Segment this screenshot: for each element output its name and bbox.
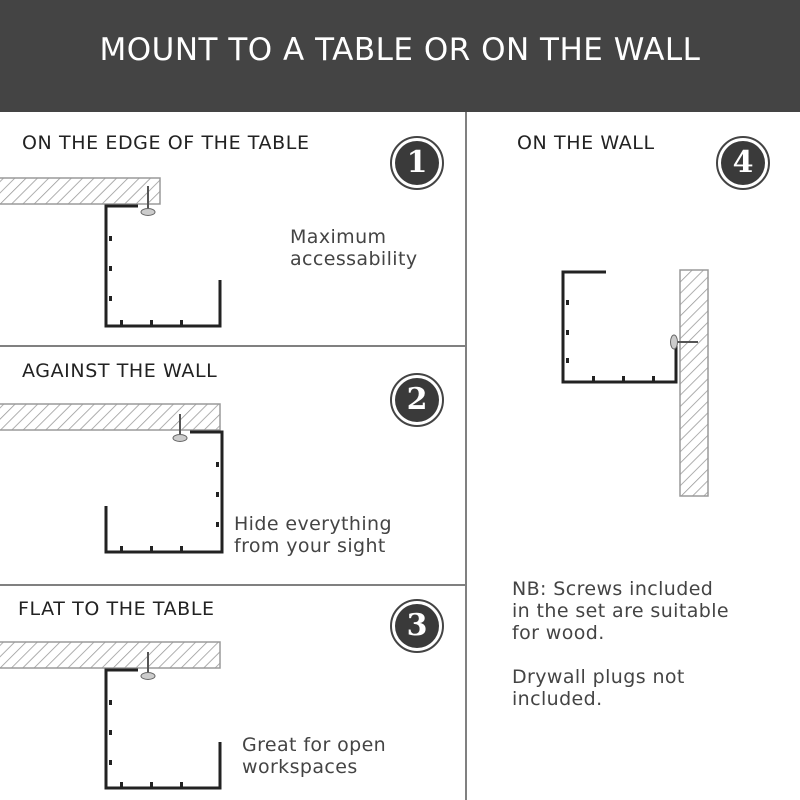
table-board [0,178,160,204]
wall-mount-diagram [563,270,708,496]
panel-1-title: ON THE EDGE OF THE TABLE [22,132,310,154]
panel-2-title: AGAINST THE WALL [22,360,218,382]
table-board [0,404,220,430]
step-4-badge [716,136,770,190]
bracket-holes [109,700,183,787]
bracket [106,432,222,552]
against-wall-diagram [0,404,222,552]
panel-4-title: ON THE WALL [517,132,655,154]
bracket-holes [109,236,183,325]
step-1-badge [390,136,444,190]
step-2-number: 2 [395,378,439,422]
bracket [106,206,220,326]
page-title: MOUNT TO A TABLE OR ON THE WALL [99,32,701,68]
panel-2-caption: Hide everything from your sight [234,513,392,557]
step-3-badge [390,599,444,653]
bracket-holes [566,300,655,381]
step-2-badge [390,373,444,427]
step-1-number: 1 [395,141,439,185]
bracket-holes [120,462,219,551]
step-4-number: 4 [721,141,765,185]
drywall-note: Drywall plugs not included. [512,666,685,710]
wall-board [680,270,708,496]
step-3-number: 3 [395,604,439,648]
panel-3-title: FLAT TO THE TABLE [18,598,215,620]
screws-note: NB: Screws included in the set are suitable for wood. [512,578,729,644]
flat-table-diagram [0,642,220,788]
table-board [0,642,220,668]
panel-1-caption: Maximum accessability [290,226,418,270]
bracket [106,670,220,788]
bracket [563,272,676,382]
table-edge-diagram [0,178,220,326]
panel-3-caption: Great for open workspaces [242,734,387,778]
